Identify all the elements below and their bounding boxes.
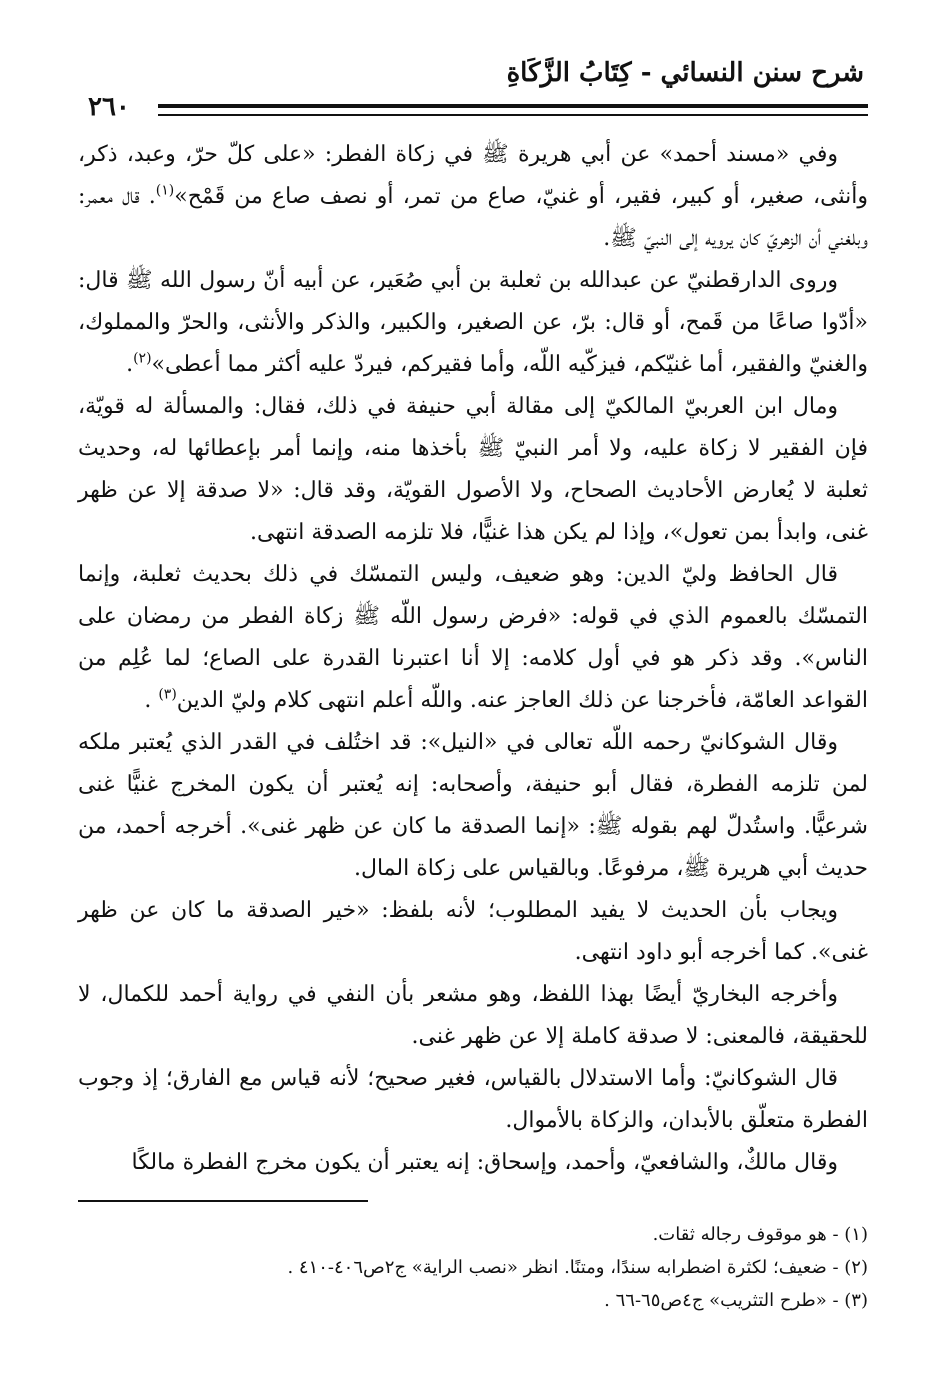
footnotes — [78, 1218, 868, 1317]
paragraph: وروى الدارقطنيّ عن عبدالله بن ثعلبة بن أبي صُعَير، عن أبيه أنّ رسول الله ﷺ قال: «أدّوا صاعًا من قَمح، أو قال: برّ، عن الصغير، والكبير، والذكر والأنثى، والحرّ والمملوك، والغنيّ والفقير، أما غنيّكم، فيزكّيه اللّه، وأما فقيركم، فيردّ عليه أكثر مما أعطى»$^{(٢)}$. — [78, 268, 868, 377]
paragraph: ومال ابن العربيّ المالكيّ إلى مقالة أبي حنيفة في ذلك، فقال: والمسألة له قويّة، فإن الفقير لا زكاة عليه، ولا أمر النبيّ ﷺ بأخذها منه، وإنما أمر بإعطائها له، وحديث ثعلبة لا يُعارض الأحاديث الصحاح، ولا الأصول القويّة، وقد قال: «لا صدقة إلا عن ظهر غنى، وابدأ بمن تعول»، وإذا لم يكن هذا غنيًّا، فلا تلزمه الصدقة انتهى. — [78, 394, 868, 545]
footnote: (٢) - ضعيف؛ لكثرة اضطرابه سندًا، ومتنًا. انظر «نصب الراية» ج٢ص٤٠٦-٤١٠ . — [287, 1257, 868, 1278]
footnote: (١) - هو موقوف رجاله ثقات. — [652, 1224, 868, 1245]
header-rule-thin — [158, 114, 868, 116]
footnote-ref: (٣) — [158, 686, 177, 703]
footnote: (٣) - «طرح التثريب» ج٤ص٦٥-٦٦ . — [604, 1290, 868, 1311]
running-title: شرح سنن النسائي - كِتَابُ الزَّكَاةِ — [506, 58, 864, 88]
footnote-ref: (١) — [155, 182, 175, 199]
paragraph: قال الشوكانيّ: وأما الاستدلال بالقياس، فغير صحيح؛ لأنه قياس مع الفارق؛ إذ وجوب الفطرة متعلّق بالأبدان، والزكاة بالأموال. — [78, 1066, 868, 1133]
paragraph: وقال الشوكانيّ رحمه اللّه تعالى في «النيل»: قد اختُلف في القدر الذي يُعتبر ملكه لمن تلزمه الفطرة، فقال أبو حنيفة، وأصحابه: إنه يُعتبر أن يكون المخرج غنيًّا غنى شرعيًّا. واستُدلّ لهم بقوله ﷺ: «إنما الصدقة ما كان عن ظهر غنى». أخرجه أحمد، من حديث أبي هريرة ﷺ، مرفوعًا. وبالقياس على زكاة المال. — [78, 730, 868, 881]
page-header — [78, 48, 868, 128]
footnote-separator — [78, 1200, 368, 1202]
paragraph: وفي «مسند أحمد» عن أبي هريرة ﷺ في زكاة الفطر: «على كلّ حرّ، وعبد، ذكر، وأنثى، صغير، أو كبير، فقير، أو غنيّ، صاع من تمر، أو نصف صاع من قَمْح»$^{(١)}$. قال معمر: وبلغني أن الزهريّ كان يرويه إلى النبيّ ﷺ. — [78, 142, 868, 251]
paragraph: قال الحافظ وليّ الدين: وهو ضعيف، وليس التمسّك في ذلك بحديث ثعلبة، وإنما التمسّك بالعموم الذي في قوله: «فرض رسول اللّه ﷺ زكاة الفطر من رمضان على الناس». وقد ذكر هو في أول كلامه: إلا أنا اعتبرنا القدرة على الصاع؛ لما عُلِم من القواعد العامّة، فأخرجنا عن ذلك العاجز عنه. واللّه أعلم انتهى كلام وليّ الدين$^{(٣)}$ . — [78, 562, 868, 713]
header-rule-thick — [158, 104, 868, 108]
paragraph: وأخرجه البخاريّ أيضًا بهذا اللفظ، وهو مشعر بأن النفي في رواية أحمد للكمال، لا للحقيقة، فالمعنى: لا صدقة كاملة إلا عن ظهر غنى. — [78, 982, 868, 1049]
page-number: ٢٦٠ — [82, 92, 136, 122]
main-text — [78, 134, 868, 1184]
footnote-ref: (٢) — [133, 350, 152, 367]
paragraph: وقال مالكٌ، والشافعيّ، وأحمد، وإسحاق: إنه يعتبر أن يكون مخرج الفطرة مالكًا — [131, 1150, 838, 1175]
paragraph: ويجاب بأن الحديث لا يفيد المطلوب؛ لأنه بلفظ: «خير الصدقة ما كان عن ظهر غنى». كما أخرجه أبو داود انتهى. — [78, 898, 868, 965]
